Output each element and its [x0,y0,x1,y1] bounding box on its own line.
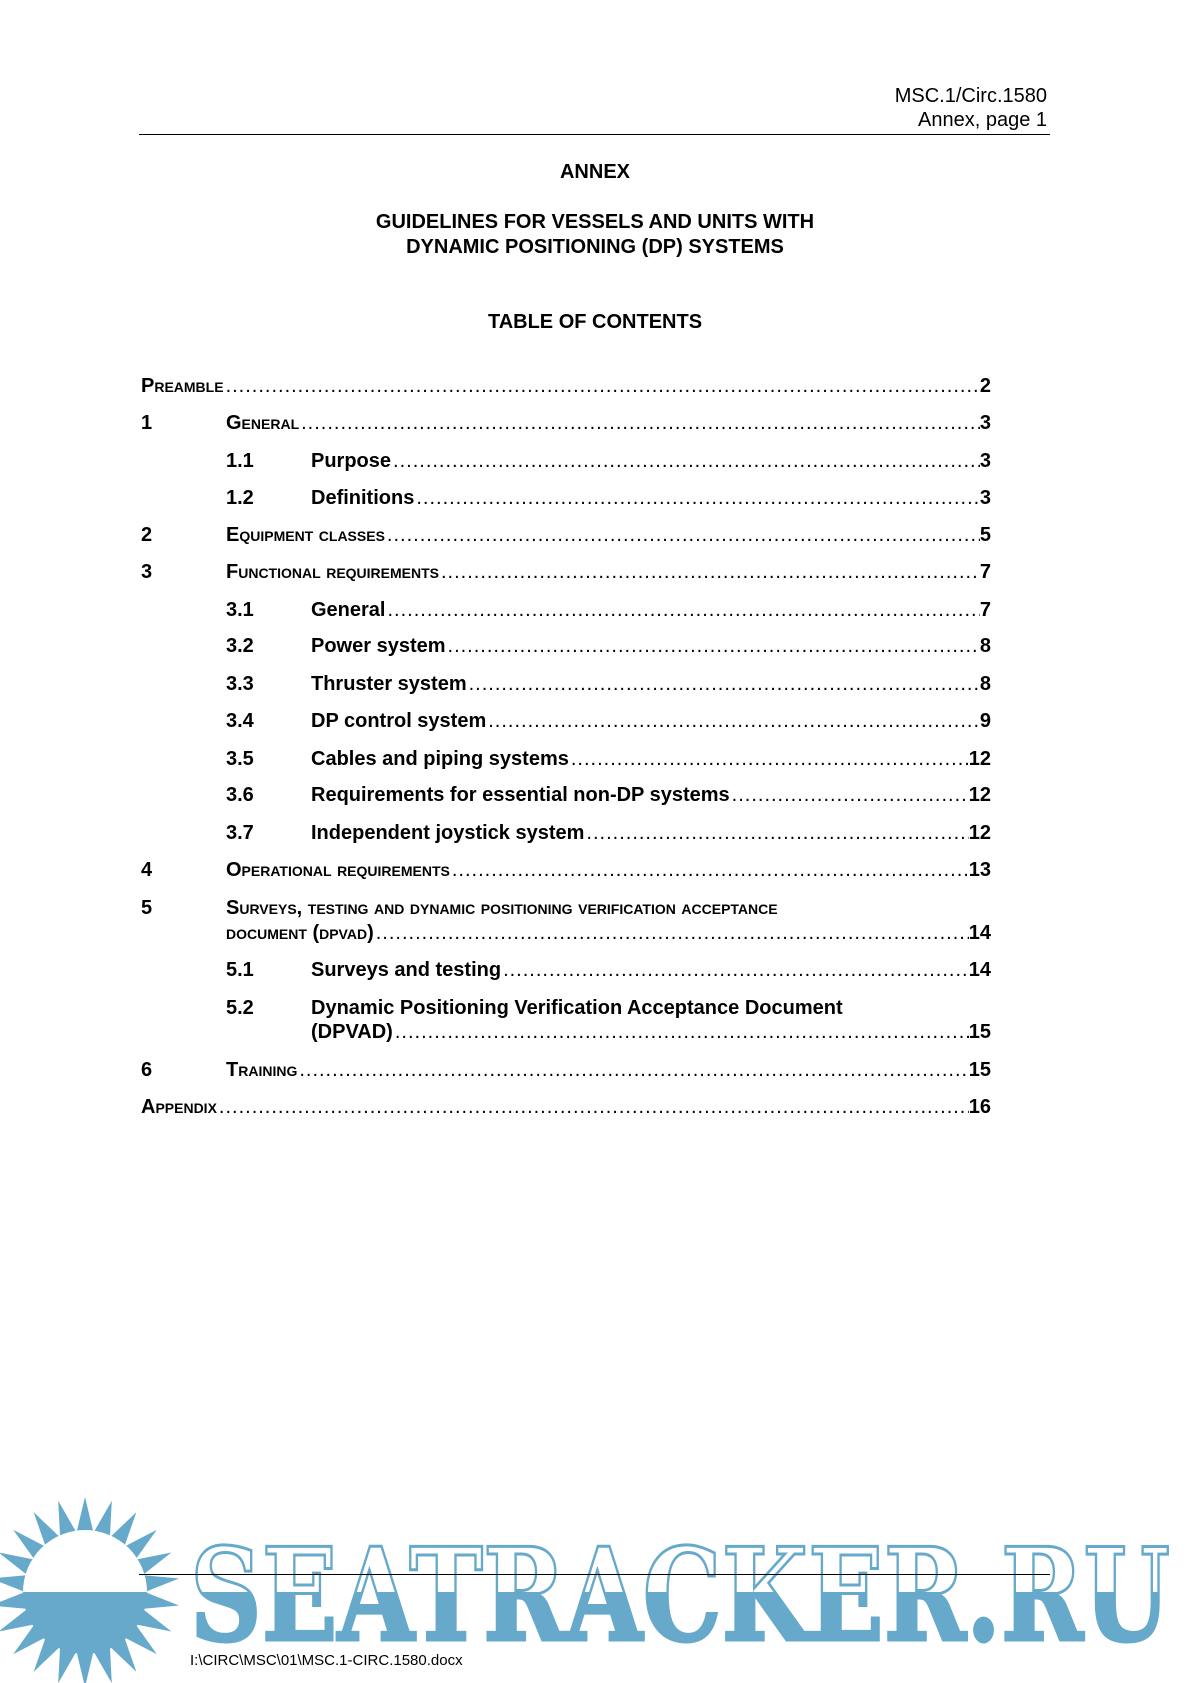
toc-number: 4 [141,859,153,881]
toc-label: Training [226,1059,298,1081]
dot-leader [299,410,980,436]
toc-page: 13 [968,859,991,881]
toc-page: 16 [968,1096,991,1118]
dot-leader [414,485,980,511]
page-label: Annex, page 1 [918,109,1047,131]
toc-label: document (dpvad) [226,922,374,944]
toc-label: DP control system [311,710,487,732]
dot-leader [393,1019,969,1045]
toc-page: 14 [968,959,991,981]
dot-leader [391,448,980,474]
footer-file-path: I:\CIRC\MSC\01\MSC.1-CIRC.1580.docx [190,1652,463,1669]
guidelines-title-line1: GUIDELINES FOR VESSELS AND UNITS WITH [375,211,815,233]
toc-entry-appendix[interactable] [141,1094,991,1120]
toc-label: Independent joystick system [311,822,585,844]
toc-entry-3-3[interactable] [141,671,991,697]
dot-leader [486,708,980,734]
dot-leader [450,857,969,883]
dot-leader [584,820,968,846]
toc-entry-1-2[interactable] [141,485,991,511]
dot-leader [217,1094,969,1120]
toc-entry-3-1[interactable] [141,597,991,623]
toc-page: 3 [979,450,991,472]
toc-page: 7 [979,599,991,621]
toc-number: 1.1 [226,450,254,472]
toc-entry-5-2-line2[interactable] [141,1019,991,1045]
toc-label: Preamble [141,375,224,397]
toc-label: Power system [311,635,446,657]
toc-page: 8 [979,635,991,657]
toc-page: 3 [979,487,991,509]
toc-title: TABLE OF CONTENTS [487,311,703,333]
annex-title: ANNEX [559,161,630,183]
toc-number: 5.2 [226,997,254,1019]
toc-label: (DPVAD) [311,1021,393,1043]
dot-leader [374,920,969,946]
dot-leader [224,373,980,399]
toc-number: 3.7 [226,822,254,844]
toc-page: 8 [979,673,991,695]
sun-logo-icon [0,1497,179,1683]
dot-leader [439,559,980,585]
toc-number: 5.1 [226,959,254,981]
toc-page: 15 [968,1021,991,1043]
toc-page: 7 [979,561,991,583]
toc-label: Dynamic Positioning Verification Acceptance Document [311,997,843,1019]
toc-number: 1 [141,412,153,434]
toc-label: Surveys and testing [311,959,502,981]
toc-page: 9 [979,710,991,732]
toc-entry-5-1[interactable] [141,957,991,983]
toc-entry-3-5[interactable] [141,746,991,772]
toc-entry-3-4[interactable] [141,708,991,734]
toc-entry-preamble[interactable] [141,373,991,399]
toc-page: 12 [968,748,991,770]
watermark-text: SEATRACKER.RU [190,1521,1170,1671]
header-rule [139,134,1050,135]
toc-number: 3.5 [226,748,254,770]
toc-entry-1-1[interactable] [141,448,991,474]
toc-number: 3.4 [226,710,254,732]
toc-page: 15 [968,1059,991,1081]
toc-number: 3.3 [226,673,254,695]
toc-label: Functional requirements [226,561,439,583]
toc-page: 14 [968,922,991,944]
toc-label: Cables and piping systems [311,748,569,770]
dot-leader [446,633,980,659]
toc-number: 3.6 [226,784,254,806]
toc-page: 12 [968,784,991,806]
toc-number: 3.2 [226,635,254,657]
toc-entry-3-6[interactable] [141,782,991,808]
toc-entry-3[interactable] [141,559,991,585]
toc-entry-5-2-line1[interactable] [141,995,991,1021]
dot-leader [501,957,969,983]
toc-label: Requirements for essential non-DP systems [311,784,730,806]
toc-label: Surveys, testing and dynamic positioning verification acceptance [226,897,778,919]
dot-leader [569,746,969,772]
toc-entry-5-line1[interactable] [141,895,991,921]
dot-leader [385,522,980,548]
toc-label: Operational requirements [226,859,450,881]
toc-number: 6 [141,1059,153,1081]
toc-label: Equipment classes [226,524,385,546]
toc-entry-2[interactable] [141,522,991,548]
toc-page: 2 [979,375,991,397]
guidelines-title-line2: DYNAMIC POSITIONING (DP) SYSTEMS [406,236,784,258]
toc-number: 5 [141,897,153,919]
toc-page: 5 [979,524,991,546]
toc-label: Purpose [311,450,392,472]
toc-entry-5-line2[interactable] [141,920,991,946]
dot-leader [297,1057,968,1083]
doc-reference: MSC.1/Circ.1580 [894,85,1047,107]
toc-page: 12 [968,822,991,844]
toc-number: 3.1 [226,599,254,621]
toc-entry-3-2[interactable] [141,633,991,659]
toc-label: Thruster system [311,673,467,695]
dot-leader [385,597,979,623]
toc-label: General [311,599,386,621]
toc-number: 1.2 [226,487,254,509]
toc-number: 2 [141,524,153,546]
footer-rule [139,1574,1050,1575]
toc-entry-4[interactable] [141,857,991,883]
dot-leader [730,782,969,808]
toc-number: 3 [141,561,153,583]
toc-entry-3-7[interactable] [141,820,991,846]
toc-page: 3 [979,412,991,434]
toc-entry-6[interactable] [141,1057,991,1083]
dot-leader [467,671,980,697]
toc-label: Definitions [311,487,415,509]
toc-label: Appendix [141,1096,217,1118]
toc-entry-1[interactable] [141,410,991,436]
toc-label: General [226,412,300,434]
